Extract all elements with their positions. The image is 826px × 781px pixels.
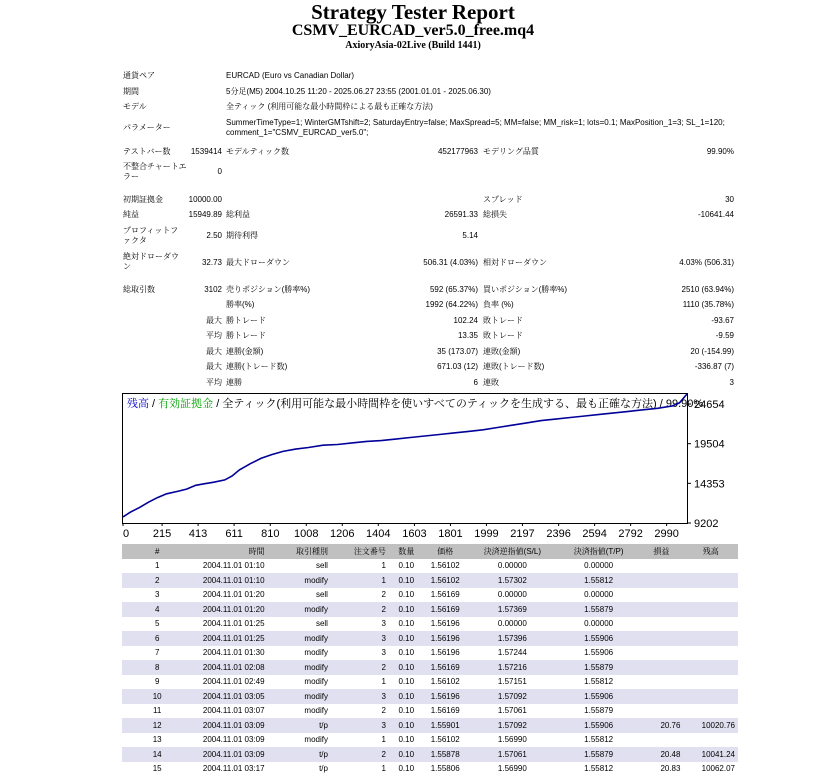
table-cell: 1.56196 bbox=[424, 689, 467, 704]
pf-label: プロフィットファクタ bbox=[123, 226, 179, 245]
table-cell: 1 bbox=[381, 764, 386, 774]
cons-lossamt-label: 連敗(トレード数) bbox=[483, 362, 545, 371]
table-cell bbox=[639, 573, 683, 588]
model-label: モデル bbox=[123, 102, 147, 111]
table-cell: 1.57302 bbox=[467, 573, 558, 588]
table-cell bbox=[639, 704, 683, 719]
table-cell: 1.55906 bbox=[584, 648, 614, 658]
symbol-value: EURCAD (Euro vs Canadian Dollar) bbox=[226, 71, 355, 80]
largest-win-label: 勝トレード bbox=[226, 316, 266, 325]
table-cell bbox=[683, 617, 738, 632]
table-cell bbox=[639, 588, 683, 603]
table-cell: 2 bbox=[331, 747, 389, 762]
cons-lossamt-value: -336.87 (7) bbox=[694, 362, 734, 371]
win-label: 勝率(%) bbox=[226, 300, 255, 309]
table-cell bbox=[639, 733, 683, 748]
column-header: # bbox=[122, 544, 192, 559]
table-cell: 1.56169 bbox=[424, 602, 467, 617]
legend-sep: / bbox=[149, 398, 159, 410]
x-tick-label: 2396 bbox=[546, 528, 571, 539]
table-row bbox=[122, 646, 738, 661]
symbol-label: 通貨ペア bbox=[123, 71, 155, 80]
table-cell bbox=[683, 559, 738, 574]
max-label: 最大 bbox=[206, 316, 222, 325]
table-cell bbox=[683, 602, 738, 617]
table-cell: 2004.11.01 01:20 bbox=[192, 602, 267, 617]
table-cell: 2004.11.01 03:17 bbox=[202, 764, 265, 774]
table-cell: 1.55812 bbox=[584, 677, 614, 687]
table-cell: 20.83 bbox=[660, 764, 681, 774]
table-cell: 0.10 bbox=[398, 735, 415, 745]
ea-name: CSMV_EURCAD_ver5.0_free.mq4 bbox=[291, 22, 535, 39]
table-row bbox=[122, 733, 738, 748]
column-header: 価格 bbox=[424, 544, 467, 559]
table-cell: 1.55879 bbox=[558, 602, 639, 617]
column-header: 数量 bbox=[389, 544, 424, 559]
table-cell bbox=[639, 559, 683, 574]
quality-label: モデリング品質 bbox=[483, 147, 539, 156]
avg-label: 平均 bbox=[206, 331, 222, 340]
balance-chart bbox=[122, 393, 738, 539]
column-header: 注文番号 bbox=[331, 544, 389, 559]
table-cell: 20.76 bbox=[639, 718, 683, 733]
table-cell: sell bbox=[315, 590, 328, 600]
mismatch-value: 0 bbox=[217, 167, 222, 176]
table-cell: 0.10 bbox=[389, 573, 424, 588]
table-row bbox=[122, 689, 738, 704]
table-cell: 1.56196 bbox=[430, 648, 460, 658]
avg-win-label: 勝トレード bbox=[226, 331, 266, 340]
table-cell bbox=[683, 675, 738, 690]
table-cell: 1 bbox=[381, 561, 386, 571]
table-cell: 0.10 bbox=[398, 561, 415, 571]
table-row bbox=[122, 762, 738, 777]
cons-win-amt-value: 35 (173.07) bbox=[437, 347, 478, 356]
mismatch-label: 不整合チャートエラー bbox=[123, 162, 187, 181]
table-cell: modify bbox=[268, 631, 331, 646]
legend-rest: / 全ティック(利用可能な最小時間枠を使いすべてのティックを生成する、最も正確な方法) / 99.90% bbox=[213, 398, 704, 410]
table-cell: modify bbox=[304, 677, 328, 687]
table-row bbox=[122, 559, 738, 574]
table-cell bbox=[639, 689, 683, 704]
table-cell: 7 bbox=[154, 648, 160, 658]
table-cell: 14 bbox=[122, 747, 192, 762]
table-cell: 2 bbox=[381, 590, 386, 600]
table-cell: 0.10 bbox=[389, 718, 424, 733]
short-value: 592 (65.37%) bbox=[429, 285, 478, 294]
table-cell: t/p bbox=[268, 718, 331, 733]
table-cell bbox=[639, 660, 683, 675]
table-cell bbox=[683, 689, 738, 704]
table-row bbox=[122, 660, 738, 675]
table-cell: 2 bbox=[331, 602, 389, 617]
table-cell: 1.55901 bbox=[424, 718, 467, 733]
max-label-3: 最大 bbox=[206, 362, 222, 371]
payoff-label: 期待利得 bbox=[226, 231, 258, 240]
report-title: Strategy Tester Report bbox=[311, 0, 515, 24]
table-cell: 1.55906 bbox=[558, 631, 639, 646]
quality-value: 99.90% bbox=[706, 147, 734, 156]
table-cell: 0.00000 bbox=[497, 561, 527, 571]
table-cell: 0.10 bbox=[398, 764, 415, 774]
table-cell bbox=[639, 631, 683, 646]
column-header: 残高 bbox=[683, 544, 738, 559]
table-cell: 10020.76 bbox=[683, 718, 738, 733]
max-dd-label: 最大ドローダウン bbox=[226, 258, 290, 267]
table-cell: 1 bbox=[331, 573, 389, 588]
trades-label: 総取引数 bbox=[123, 285, 155, 294]
loss-value: 1110 (35.78%) bbox=[682, 300, 734, 309]
table-cell bbox=[639, 602, 683, 617]
table-cell: 1.57216 bbox=[467, 660, 558, 675]
table-cell: sell bbox=[315, 619, 328, 629]
table-cell: 1.56990 bbox=[497, 735, 527, 745]
avg-loss-value: -9.59 bbox=[715, 331, 734, 340]
largest-win-value: 102.24 bbox=[453, 316, 478, 325]
table-cell: 9 bbox=[154, 677, 160, 687]
table-cell: 1.57369 bbox=[467, 602, 558, 617]
table-cell: t/p bbox=[268, 747, 331, 762]
table-cell: 2004.11.01 01:30 bbox=[202, 648, 265, 658]
table-cell: 1 bbox=[381, 677, 386, 687]
table-cell: 3 bbox=[154, 590, 160, 600]
params-value: SummerTimeType=1; WinterGMTshift=2; SaturdayEntry=false; MaxSpread=5; MM=false; MM_risk=1; lots=0.1; MaxPosition_1=3; SL_1=120; comment_1="CSMV_EURCAD_ver5.0"; bbox=[226, 118, 725, 137]
table-cell: 1.56102 bbox=[430, 561, 460, 571]
table-cell: 0.00000 bbox=[584, 590, 614, 600]
max-dd-value: 506.31 (4.03%) bbox=[423, 258, 478, 267]
table-cell: 2004.11.01 01:10 bbox=[192, 573, 267, 588]
cons-loss-amt-label: 連敗(金額) bbox=[483, 347, 521, 356]
gross-profit-value: 26591.33 bbox=[444, 210, 478, 219]
x-tick-label: 2792 bbox=[618, 528, 643, 539]
ticks-value: 452177963 bbox=[437, 147, 478, 156]
table-row bbox=[122, 573, 738, 588]
table-cell: 1.57244 bbox=[497, 648, 527, 658]
table-cell: 3 bbox=[331, 718, 389, 733]
table-cell: 1.55906 bbox=[558, 718, 639, 733]
table-cell: 0.10 bbox=[389, 689, 424, 704]
table-cell: 10062.07 bbox=[701, 764, 735, 774]
table-cell: 4 bbox=[122, 602, 192, 617]
x-tick-label: 1404 bbox=[366, 528, 391, 539]
x-tick-label: 1999 bbox=[474, 528, 499, 539]
abs-dd-value: 32.73 bbox=[201, 258, 222, 267]
table-cell bbox=[683, 588, 738, 603]
table-cell: 1.55879 bbox=[584, 706, 614, 716]
table-row bbox=[122, 617, 738, 632]
table-row bbox=[122, 718, 738, 733]
table-cell: 1.57061 bbox=[497, 706, 527, 716]
table-cell: 2004.11.01 03:09 bbox=[192, 718, 267, 733]
table-cell: modify bbox=[268, 602, 331, 617]
x-tick-label: 611 bbox=[225, 528, 243, 539]
table-cell: 0.10 bbox=[389, 660, 424, 675]
loss-label: 負率 (%) bbox=[483, 300, 514, 309]
max-label-2: 最大 bbox=[206, 347, 222, 356]
x-tick-label: 1603 bbox=[402, 528, 427, 539]
table-cell: modify bbox=[268, 689, 331, 704]
cons-profit-value: 671.03 (12) bbox=[437, 362, 478, 371]
orders-header-row bbox=[122, 544, 738, 559]
payoff-value: 5.14 bbox=[462, 231, 478, 240]
short-label: 売りポジション(勝率%) bbox=[226, 285, 311, 294]
x-tick-label: 1008 bbox=[294, 528, 319, 539]
table-cell: 0.10 bbox=[389, 631, 424, 646]
column-header: 時間 bbox=[192, 544, 267, 559]
x-tick-label: 413 bbox=[188, 528, 208, 539]
table-cell: 8 bbox=[122, 660, 192, 675]
y-tick-label: 9202 bbox=[694, 518, 719, 530]
bars-label: テストバー数 bbox=[123, 147, 171, 156]
table-cell: 1.55812 bbox=[584, 735, 614, 745]
table-cell: 2004.11.01 02:08 bbox=[192, 660, 267, 675]
pf-value: 2.50 bbox=[206, 231, 222, 240]
column-header: 決済指値(T/P) bbox=[558, 544, 639, 559]
table-cell bbox=[639, 646, 683, 661]
table-cell: 0.10 bbox=[398, 648, 415, 658]
table-cell: 0.00000 bbox=[497, 619, 527, 629]
chart-legend bbox=[127, 396, 703, 410]
x-tick-label: 1206 bbox=[330, 528, 355, 539]
win-value: 1992 (64.22%) bbox=[425, 300, 478, 309]
y-tick-label: 24654 bbox=[694, 399, 725, 412]
plot-area bbox=[123, 394, 688, 524]
table-cell: 5 bbox=[154, 619, 160, 629]
table-cell bbox=[683, 704, 738, 719]
table-cell: 0.00000 bbox=[497, 590, 527, 600]
spread-label: スプレッド bbox=[483, 195, 523, 204]
model-value: 全ティック (利用可能な最小時間枠による最も正確な方法) bbox=[226, 102, 433, 111]
table-cell: 1.56102 bbox=[424, 573, 467, 588]
table-cell: 1.55906 bbox=[558, 689, 639, 704]
x-tick-label: 1801 bbox=[438, 528, 463, 539]
table-cell: 6 bbox=[122, 631, 192, 646]
net-value: 15949.89 bbox=[188, 210, 222, 219]
table-cell: 0.10 bbox=[389, 602, 424, 617]
table-cell: 2004.11.01 03:09 bbox=[192, 747, 267, 762]
table-cell: 3 bbox=[381, 619, 386, 629]
table-cell bbox=[683, 660, 738, 675]
gross-profit-label: 総利益 bbox=[226, 210, 250, 219]
table-cell: 1 bbox=[154, 561, 160, 571]
table-row bbox=[122, 747, 738, 762]
table-row bbox=[122, 675, 738, 690]
table-cell: 0.10 bbox=[398, 619, 415, 629]
table-cell: 1.57092 bbox=[467, 718, 558, 733]
table-cell: 0.10 bbox=[389, 747, 424, 762]
table-cell: 1 bbox=[381, 735, 386, 745]
table-cell: 2004.11.01 01:25 bbox=[192, 631, 267, 646]
table-cell: modify bbox=[304, 648, 328, 658]
table-cell: modify bbox=[268, 660, 331, 675]
legend-balance: 残高 bbox=[127, 398, 149, 410]
table-cell: 2004.11.01 01:20 bbox=[202, 590, 265, 600]
trades-value: 3102 bbox=[204, 285, 222, 294]
table-cell: 2004.11.01 01:25 bbox=[202, 619, 265, 629]
table-cell: 2 bbox=[331, 660, 389, 675]
table-cell: 2 bbox=[381, 706, 386, 716]
avg-win-value: 13.35 bbox=[457, 331, 478, 340]
table-cell: 1.56169 bbox=[430, 706, 460, 716]
x-tick-label: 2990 bbox=[654, 528, 679, 539]
period-label: 期間 bbox=[123, 87, 139, 96]
table-cell bbox=[683, 573, 738, 588]
table-cell: modify bbox=[268, 573, 331, 588]
gross-loss-value: -10641.44 bbox=[697, 210, 734, 219]
table-row bbox=[122, 588, 738, 603]
table-cell: 2004.11.01 03:07 bbox=[202, 706, 265, 716]
legend-equity: 有効証拠金 bbox=[158, 398, 214, 410]
table-cell: 3 bbox=[381, 648, 386, 658]
table-cell: 20.48 bbox=[639, 747, 683, 762]
avg-cons-loss-label: 連敗 bbox=[483, 378, 499, 387]
rel-dd-label: 相対ドローダウン bbox=[483, 258, 547, 267]
bars-value: 1539414 bbox=[190, 147, 222, 156]
x-tick-label: 215 bbox=[152, 528, 172, 539]
gross-loss-label: 総損失 bbox=[483, 210, 507, 219]
table-cell: 3 bbox=[331, 631, 389, 646]
y-tick-label: 14353 bbox=[694, 478, 725, 491]
table-cell: 0.10 bbox=[398, 590, 415, 600]
table-cell: 2 bbox=[122, 573, 192, 588]
table-cell: 10 bbox=[122, 689, 192, 704]
table-cell bbox=[639, 617, 683, 632]
table-cell: 15 bbox=[152, 764, 162, 774]
x-tick-label: 0 bbox=[123, 528, 130, 539]
table-row bbox=[122, 704, 738, 719]
table-cell: 1.57396 bbox=[467, 631, 558, 646]
table-cell: 1.56102 bbox=[430, 677, 460, 687]
table-cell: 1.55812 bbox=[584, 764, 614, 774]
table-cell: 0.10 bbox=[398, 706, 415, 716]
orders-table bbox=[122, 544, 738, 776]
abs-dd-label: 絶対ドローダウン bbox=[123, 252, 179, 271]
table-cell: modify bbox=[304, 735, 328, 745]
table-cell: 0.00000 bbox=[584, 561, 614, 571]
rel-dd-value: 4.03% (506.31) bbox=[679, 258, 734, 267]
params-label: パラメーター bbox=[123, 123, 171, 132]
table-cell: 1.55879 bbox=[558, 660, 639, 675]
avg-label-2: 平均 bbox=[206, 378, 222, 387]
long-value: 2510 (63.94%) bbox=[681, 285, 734, 294]
table-cell: t/p bbox=[319, 764, 328, 774]
avg-cons-loss-value: 3 bbox=[729, 378, 734, 387]
table-cell: 1.56102 bbox=[430, 735, 460, 745]
table-cell: 1.56169 bbox=[430, 590, 460, 600]
avg-cons-win-label: 連勝 bbox=[226, 378, 242, 387]
table-cell bbox=[639, 675, 683, 690]
table-cell: 1.57092 bbox=[467, 689, 558, 704]
server-name: AxioryAsia-02Live (Build 1441) bbox=[345, 40, 481, 51]
x-tick-label: 2594 bbox=[582, 528, 607, 539]
table-cell: 1.57151 bbox=[497, 677, 527, 687]
avg-loss-label: 敗トレード bbox=[483, 331, 523, 340]
column-header: 損益 bbox=[639, 544, 683, 559]
cons-win-amt-label: 連勝(金額) bbox=[226, 347, 264, 356]
column-header: 取引種別 bbox=[268, 544, 331, 559]
long-label: 買いポジション(勝率%) bbox=[483, 285, 568, 294]
table-cell: 1.55878 bbox=[424, 747, 467, 762]
table-row bbox=[122, 631, 738, 646]
table-cell: 1.56196 bbox=[424, 631, 467, 646]
avg-cons-win-value: 6 bbox=[473, 378, 478, 387]
table-cell: 12 bbox=[122, 718, 192, 733]
table-cell: 2004.11.01 01:10 bbox=[202, 561, 265, 571]
table-cell bbox=[683, 631, 738, 646]
table-cell: 1.57061 bbox=[467, 747, 558, 762]
x-tick-label: 2197 bbox=[510, 528, 535, 539]
table-cell: 1.56196 bbox=[430, 619, 460, 629]
column-header: 決済逆指値(S/L) bbox=[467, 544, 558, 559]
table-cell bbox=[683, 733, 738, 748]
x-tick-label: 810 bbox=[261, 528, 280, 539]
table-cell: 1.55812 bbox=[558, 573, 639, 588]
cons-profit-label: 連勝(トレード数) bbox=[226, 362, 288, 371]
table-cell bbox=[683, 646, 738, 661]
net-label: 純益 bbox=[123, 210, 139, 219]
deposit-value: 10000.00 bbox=[188, 195, 222, 204]
table-cell: 2004.11.01 03:09 bbox=[202, 735, 265, 745]
table-cell: 1.55806 bbox=[430, 764, 460, 774]
table-cell: 0.10 bbox=[398, 677, 415, 687]
table-cell: 0.00000 bbox=[584, 619, 614, 629]
table-cell: sell bbox=[315, 561, 328, 571]
y-tick-label: 19504 bbox=[694, 438, 725, 451]
table-cell: 1.55879 bbox=[558, 747, 639, 762]
period-value: 5分足(M5) 2004.10.25 11:20 - 2025.06.27 23:55 (2001.01.01 - 2025.06.30) bbox=[226, 87, 491, 96]
table-cell: 1.56990 bbox=[497, 764, 527, 774]
deposit-label: 初期証拠金 bbox=[123, 195, 163, 204]
table-cell: 3 bbox=[331, 689, 389, 704]
table-cell: 2004.11.01 03:05 bbox=[192, 689, 267, 704]
table-cell: 10041.24 bbox=[683, 747, 738, 762]
table-cell: 1.56169 bbox=[424, 660, 467, 675]
table-cell: modify bbox=[304, 706, 328, 716]
largest-loss-value: -93.67 bbox=[711, 316, 734, 325]
table-row bbox=[122, 602, 738, 617]
table-cell: 13 bbox=[152, 735, 162, 745]
table-cell: 11 bbox=[153, 706, 162, 716]
table-cell: 2004.11.01 02:49 bbox=[202, 677, 265, 687]
cons-loss-amt-value: 20 (-154.99) bbox=[690, 347, 734, 356]
ticks-label: モデルティック数 bbox=[226, 147, 289, 156]
largest-loss-label: 敗トレード bbox=[483, 316, 523, 325]
spread-value: 30 bbox=[725, 195, 734, 204]
